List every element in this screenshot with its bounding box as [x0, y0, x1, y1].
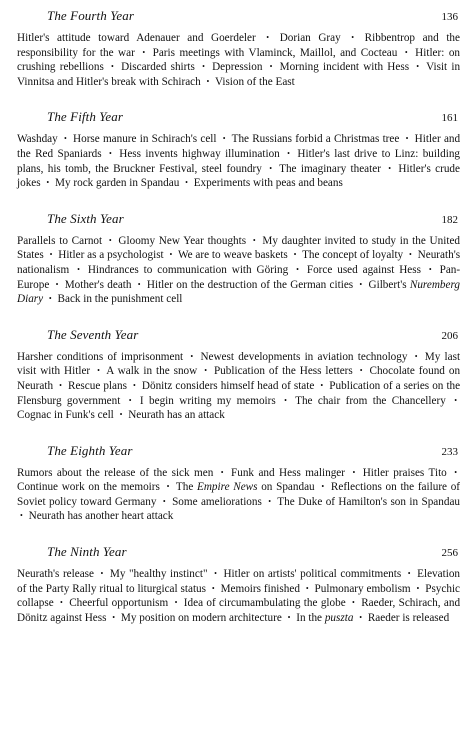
topic-text: I begin writing my memoirs [139, 394, 276, 407]
bullet-separator: • [414, 351, 418, 361]
topic-text: My rock garden in Spandau [55, 177, 180, 190]
topic-text: The [175, 481, 198, 494]
bullet-separator: • [142, 47, 146, 57]
topic-item [184, 597, 346, 609]
chapter-entry [17, 327, 460, 423]
chapter-title: The Fourth Year [47, 8, 134, 23]
topic-item [17, 133, 58, 145]
topic-title-italic: Empire News [197, 481, 258, 494]
topic-text: My daughter invited to study in the United States [17, 234, 461, 262]
topic-item [315, 583, 411, 595]
bullet-separator: • [133, 380, 136, 390]
topic-text: We are to weave baskets [177, 249, 288, 262]
topic-text: Hitler and the Red Spaniards [17, 133, 461, 160]
topic-item [106, 365, 197, 377]
bullet-separator: • [174, 598, 178, 608]
topic-text: Funk and Hess malinger [231, 466, 345, 479]
topic-text: Cheerful opportunism [69, 597, 169, 610]
topic-item [140, 395, 276, 407]
bullet-separator: • [351, 33, 355, 42]
bullet-separator: • [112, 612, 116, 622]
bullet-separator: • [428, 264, 432, 274]
bullet-separator: • [169, 250, 173, 260]
topic-text: Idea of circumambulating the globe [183, 597, 346, 610]
topic-text: Neurath has an attack [128, 409, 225, 422]
chapter-entry [17, 109, 460, 190]
topic-item [121, 612, 282, 624]
topic-text: Hitler's attitude toward Adenauer and Goerdeler [17, 32, 256, 44]
bullet-separator: • [305, 583, 309, 593]
bullet-separator: • [404, 47, 408, 57]
bullet-separator: • [108, 235, 112, 245]
bullet-separator: • [454, 467, 458, 477]
bullet-separator: • [20, 511, 23, 521]
topic-text: Hitler praises Tito [362, 466, 447, 479]
topic-item [279, 163, 381, 175]
chapter-topics [17, 234, 460, 307]
topic-text: Pulmonary embolism [314, 582, 411, 595]
chapter-entry [17, 8, 460, 89]
bullet-separator: • [359, 612, 363, 622]
chapter-heading [17, 327, 460, 343]
topic-text: My position on modern architecture [120, 611, 282, 624]
topic-text: Mother's death [64, 278, 132, 291]
topic-item [17, 409, 114, 421]
bullet-separator: • [111, 62, 114, 72]
bullet-separator: • [388, 163, 392, 173]
chapter-title: The Ninth Year [47, 544, 127, 560]
topic-item [153, 47, 398, 59]
chapter-page-number: 256 [441, 547, 458, 560]
topic-item [17, 32, 256, 44]
chapter-heading [17, 8, 460, 24]
topic-item [128, 409, 225, 421]
topic-item [68, 380, 127, 392]
topic-item [119, 148, 280, 160]
topic-text: Dorian Gray [279, 32, 341, 44]
bullet-separator: • [211, 583, 215, 593]
chapter-entry [17, 443, 460, 524]
topic-item [215, 76, 295, 88]
topic-item [147, 279, 353, 291]
chapter-topics [17, 567, 460, 625]
topic-item [280, 32, 341, 44]
topic-item [363, 467, 447, 479]
topic-title-italic: Nuremberg Diary [17, 278, 460, 306]
topic-text: The Russians forbid a Christmas tree [231, 133, 400, 146]
bullet-separator: • [119, 410, 123, 420]
bullet-separator: • [287, 612, 291, 622]
bullet-separator: • [252, 235, 256, 245]
topic-text: Cognac in Funk's cell [17, 409, 114, 422]
topic-text: Visit in Vinnitsa and Hitler's break with Schirach [17, 61, 461, 88]
bullet-separator: • [46, 178, 50, 188]
topic-item [69, 597, 168, 609]
topic-text: Pan-Europe [17, 263, 461, 291]
topic-item [200, 351, 407, 363]
chapter-topics [17, 466, 460, 524]
chapter-page-number: 206 [441, 329, 458, 342]
topic-text: Publication of the Hess letters [213, 365, 353, 378]
topic-text: Gilbert's [368, 278, 410, 291]
topic-text: Raeder, Schirach, and Dönitz against Hess [17, 597, 461, 624]
bullet-separator: • [202, 62, 205, 72]
topic-item [176, 481, 315, 493]
topic-item [214, 365, 353, 377]
bullet-separator: • [268, 496, 272, 506]
bullet-separator: • [63, 134, 67, 144]
topic-item [295, 395, 446, 407]
topic-item [121, 61, 195, 73]
topic-item [118, 235, 246, 247]
topic-text: Neurath's nationalism [17, 249, 461, 276]
topic-item [55, 177, 179, 189]
chapter-heading [17, 443, 460, 459]
topic-title-italic: puszta [324, 611, 354, 624]
chapter-entry [17, 544, 460, 625]
chapter-heading [17, 544, 460, 560]
bullet-separator: • [49, 250, 53, 260]
bullet-separator: • [137, 279, 141, 289]
chapter-title: The Fifth Year [47, 109, 124, 125]
chapter-heading [17, 109, 460, 125]
topic-item [65, 279, 132, 291]
bullet-separator: • [109, 148, 112, 158]
topic-text: Hess invents highway illumination [119, 147, 280, 160]
chapter-page-number: 136 [441, 11, 458, 23]
bullet-separator: • [405, 134, 409, 144]
bullet-separator: • [321, 482, 325, 492]
topic-text: Depression [212, 61, 263, 74]
topic-text: Hitler on the destruction of the German cities [146, 278, 354, 291]
topic-item [277, 496, 460, 508]
bullet-separator: • [206, 76, 210, 86]
topic-text: Rumors about the release of the sick men [17, 466, 214, 479]
topic-text: Continue work on the memoirs [17, 481, 160, 494]
bullet-separator: • [416, 583, 420, 593]
bullet-separator: • [190, 351, 194, 361]
bullet-separator: • [296, 264, 299, 274]
topic-text: Psychic collapse [17, 582, 461, 610]
topic-text: The Duke of Hamilton's son in Spandau [277, 495, 461, 508]
topic-text: Washday [17, 133, 58, 146]
topic-text: Raeder is released [367, 611, 450, 624]
topic-item [142, 380, 314, 392]
bullet-separator: • [266, 33, 270, 42]
topic-text: Vision of the East [214, 75, 295, 88]
topic-item [368, 612, 449, 624]
topic-text: Discarded shirts [121, 61, 195, 74]
topic-text: Memoirs finished [220, 582, 300, 595]
bullet-separator: • [185, 178, 188, 188]
bullet-separator: • [359, 279, 363, 289]
topic-text: Morning incident with Hess [279, 61, 410, 74]
bullet-separator: • [204, 366, 207, 376]
bullet-separator: • [320, 380, 324, 390]
topic-text: Elevation of the Party Rally ritual to liturgical status [17, 568, 461, 595]
topic-item [302, 249, 403, 261]
topic-text: Hitler as a psychologist [58, 249, 164, 262]
topic-text: A walk in the snow [106, 365, 198, 378]
topic-item [88, 264, 288, 276]
topic-item [17, 481, 160, 493]
bullet-separator: • [269, 163, 273, 173]
bullet-separator: • [352, 467, 356, 477]
topic-item [232, 133, 400, 145]
chapter-title: The Sixth Year [47, 210, 124, 226]
bullet-separator: • [55, 279, 59, 289]
topic-text: Neurath's release [17, 568, 94, 581]
topic-text: Back in the punishment cell [57, 293, 183, 306]
bullet-separator: • [214, 569, 217, 579]
topic-text: Gloomy New Year thoughts [118, 234, 247, 247]
topic-item [110, 568, 208, 580]
topic-text: Horse manure in Schirach's cell [73, 133, 217, 146]
topic-text: Harsher conditions of imprisonment [17, 350, 184, 363]
topic-item [58, 249, 163, 261]
topic-item [221, 583, 300, 595]
chapter-page-number: 182 [441, 213, 458, 226]
topic-item [17, 351, 183, 363]
topic-item [307, 264, 421, 276]
chapter-page-number: 233 [441, 445, 458, 458]
topic-text: In the [296, 611, 325, 624]
bullet-separator: • [222, 134, 226, 144]
chapter-topics [17, 350, 460, 423]
chapter-topics [17, 132, 460, 190]
chapter-page-number: 161 [441, 112, 458, 125]
topic-text: Paris meetings with Vlaminck, Maillol, and Cocteau [152, 46, 398, 59]
bullet-separator: • [162, 496, 166, 506]
topic-text: Hitler on artists' political commitments [223, 568, 402, 581]
topic-text: Experiments with peas and beans [193, 177, 343, 190]
bullet-separator: • [409, 250, 412, 260]
chapter-entry [17, 211, 460, 307]
topic-text: Parallels to Carnot [17, 234, 103, 247]
topic-item [58, 293, 183, 305]
topic-item [280, 61, 409, 73]
bullet-separator: • [284, 395, 287, 405]
topic-text: Hindrances to communication with Göring [87, 263, 289, 276]
topic-text: Neurath has another heart attack [28, 510, 174, 523]
bullet-separator: • [416, 62, 420, 72]
topic-text: Ribbentrop and the responsibility for the war [17, 32, 460, 59]
topic-item [194, 177, 343, 189]
bullet-separator: • [269, 62, 273, 72]
bullet-separator: • [352, 598, 355, 608]
bullet-separator: • [128, 395, 132, 405]
topic-item [178, 249, 288, 261]
topic-item [29, 510, 174, 522]
bullet-separator: • [359, 366, 363, 376]
topic-text: on Spandau [257, 481, 315, 494]
bullet-separator: • [48, 294, 52, 304]
topic-text: Chocolate found on Neurath [17, 365, 461, 392]
topic-text: The concept of loyalty [302, 249, 404, 262]
bullet-separator: • [293, 250, 297, 260]
chapter-title: The Eighth Year [47, 442, 133, 458]
topic-text: Hitler: on crushing rebellions [17, 46, 461, 74]
bullet-separator: • [287, 148, 290, 158]
topic-item [296, 612, 353, 624]
topic-item [223, 568, 401, 580]
topic-text: My "healthy instinct" [109, 568, 208, 581]
topic-text: The chair from the Chancellery [295, 394, 446, 407]
topic-item [17, 467, 213, 479]
topic-text: Rescue plans [67, 379, 127, 392]
bullet-separator: • [454, 395, 457, 405]
topic-text: The imaginary theater [279, 162, 381, 175]
topic-text: My last visit with Hitler [17, 350, 461, 378]
bullet-separator: • [77, 264, 80, 274]
bullet-separator: • [60, 598, 63, 608]
topic-text: Hitler's last drive to Linz: building plans, his tomb, the Bruckner Festival, steel foundry [17, 147, 461, 175]
topic-item [231, 467, 345, 479]
topic-text: Dönitz considers himself head of state [141, 379, 315, 392]
topic-item [73, 133, 217, 145]
topic-text: Reflections on the failure of Soviet policy toward Germany [17, 481, 461, 508]
bullet-separator: • [166, 482, 170, 492]
bullet-separator: • [220, 467, 224, 477]
topic-item [17, 568, 94, 580]
bullet-separator: • [59, 380, 62, 390]
topic-text: Force used against Hess [306, 263, 421, 276]
topic-item [172, 496, 262, 508]
bullet-separator: • [407, 569, 411, 579]
chapter-topics [17, 31, 460, 89]
bullet-separator: • [100, 569, 104, 579]
topic-text: Hitler's crude jokes [17, 162, 460, 190]
topic-text: Publication of a series on the Flensburg government [17, 379, 461, 407]
topic-text: Some ameliorations [172, 495, 262, 508]
chapter-heading [17, 211, 460, 227]
topic-text: Newest developments in aviation technology [200, 350, 408, 363]
topic-item [17, 235, 102, 247]
chapter-title: The Seventh Year [47, 326, 139, 342]
bullet-separator: • [97, 366, 100, 376]
topic-item [212, 61, 262, 73]
